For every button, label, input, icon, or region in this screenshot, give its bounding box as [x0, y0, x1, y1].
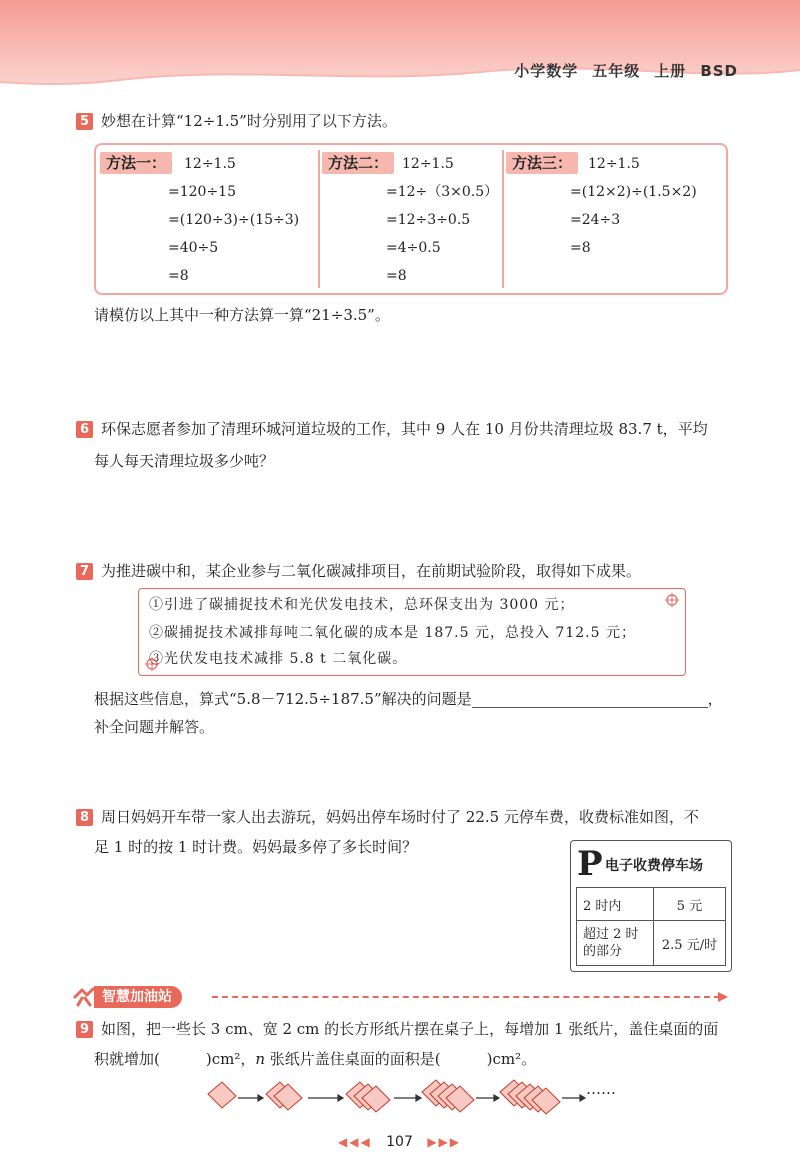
q6-line2: 每人每天清理垃圾多少吨？ [94, 452, 275, 470]
q9-variable: n [255, 1050, 266, 1068]
method-2-line: =12÷（3×0.5） [386, 184, 499, 200]
paper-stack-3 [346, 1082, 390, 1112]
section-banner: 智慧加油站 [94, 986, 182, 1008]
q9-line2-mid: 张纸片盖住桌面的面积是( [265, 1050, 441, 1068]
method-2-line: =12÷3÷0.5 [386, 212, 471, 228]
q7-stem [76, 556, 641, 586]
q7-question-comma: ， [707, 690, 723, 708]
paper-stack-5 [500, 1080, 560, 1114]
table-row [577, 888, 726, 921]
q7-text: 为推进碳中和，某企业参与二氧化碳减排项目，在前期试验阶段，取得如下成果。 [101, 562, 642, 580]
q7-instruction: 补全问题并解答。 [94, 718, 215, 736]
table-row [577, 921, 726, 966]
arrow-right-icon [716, 990, 730, 1004]
paper-sequence-diagram [204, 1074, 624, 1116]
page-footer [338, 1134, 461, 1150]
page-number: 107 [386, 1134, 413, 1150]
q7-answer-blank[interactable] [472, 689, 708, 708]
paper-stack-1 [208, 1082, 236, 1108]
method-1 [100, 150, 320, 288]
q7-question-text: 根据这些信息，算式“5.8－712.5÷187.5”解决的问题是 [94, 690, 472, 708]
q7-question [94, 684, 723, 714]
section-divider [212, 996, 720, 998]
q9-line2-end: )cm²。 [486, 1050, 537, 1068]
fee-price: 2.5 元/时 [654, 921, 726, 966]
header-subject: 小学数学 [514, 62, 579, 80]
q9-number: 9 [76, 1021, 93, 1038]
method-2-line: =8 [386, 268, 407, 284]
parking-letter: P [577, 844, 603, 884]
method-1-line: =120÷15 [168, 184, 236, 200]
method-2 [322, 150, 504, 288]
q8-line2: 足 1 时的按 1 时计费。妈妈最多停了多长时间？ [94, 838, 418, 856]
method-3-label: 方法三： [506, 152, 578, 174]
ornament-icon [663, 591, 681, 609]
fee-label: 超过 2 时的部分 [577, 921, 654, 966]
q9-line2-start: 积就增加( [94, 1050, 160, 1068]
method-1-line: 12÷1.5 [184, 156, 236, 172]
q7-number: 7 [76, 563, 93, 580]
header-band [0, 0, 800, 110]
paper-stack-4 [422, 1080, 474, 1112]
q5-stem [76, 106, 397, 136]
q5-text: 妙想在计算“12÷1.5”时分别用了以下方法。 [101, 112, 397, 130]
q9-line2-unit: )cm²， [205, 1050, 256, 1068]
q7-item: ①引进了碳捕捉技术和光伏发电技术，总环保支出为 3000 元； [149, 597, 575, 613]
q7-item: ③光伏发电技术减排 5.8 t 二氧化碳。 [149, 651, 408, 667]
header-info [500, 60, 738, 81]
method-3 [506, 150, 720, 288]
method-2-line: 12÷1.5 [402, 156, 454, 172]
method-1-label: 方法一： [100, 152, 172, 174]
method-3-line: 12÷1.5 [588, 156, 640, 172]
parking-sign [570, 840, 732, 972]
q5-prompt: 请模仿以上其中一种方法算一算“21÷3.5”。 [94, 306, 390, 324]
q9-line1: 如图，把一些长 3 cm、宽 2 cm 的长方形纸片摆在桌子上，每增加 1 张纸片，盖住桌面的面 [101, 1020, 719, 1038]
method-1-line: =8 [168, 268, 189, 284]
next-arrows-icon: ▶▶▶ [427, 1135, 462, 1149]
paper-stack-2 [266, 1082, 302, 1110]
method-3-line: =(12×2)÷(1.5×2) [570, 184, 697, 200]
q7-info-box [138, 588, 686, 676]
q7-item: ②碳捕捉技术减排每吨二氧化碳的成本是 187.5 元，总投入 712.5 元； [149, 625, 636, 641]
parking-fee-table [576, 887, 726, 966]
method-1-line: =40÷5 [168, 240, 219, 256]
method-3-line: =24÷3 [570, 212, 621, 228]
q6-stem [76, 414, 756, 476]
method-3-line: =8 [570, 240, 591, 256]
runner-icon [72, 986, 96, 1008]
prev-arrows-icon: ◀◀◀ [338, 1135, 372, 1149]
fee-price: 5 元 [654, 888, 726, 921]
method-2-label: 方法二： [322, 152, 394, 174]
method-2-line: =4÷0.5 [386, 240, 441, 256]
q8-number: 8 [76, 809, 93, 826]
q6-number: 6 [76, 421, 93, 438]
q8-line1: 周日妈妈开车带一家人出去游玩，妈妈出停车场时付了 22.5 元停车费，收费标准如图，不 [101, 808, 699, 826]
q9-stem [76, 1014, 756, 1074]
sequence-ellipsis: …… [586, 1080, 616, 1098]
method-1-line: =(120÷3)÷(15÷3) [168, 212, 300, 228]
header-edition: BSD [700, 62, 738, 80]
header-grade: 五年级 [592, 62, 641, 80]
header-volume: 上册 [654, 62, 687, 80]
parking-title: 电子收费停车场 [605, 858, 703, 874]
fee-label: 2 时内 [577, 888, 654, 921]
q5-number: 5 [76, 113, 93, 130]
q6-line1: 环保志愿者参加了清理环城河道垃圾的工作，其中 9 人在 10 月份共清理垃圾 83.7 t，平均 [101, 420, 708, 438]
